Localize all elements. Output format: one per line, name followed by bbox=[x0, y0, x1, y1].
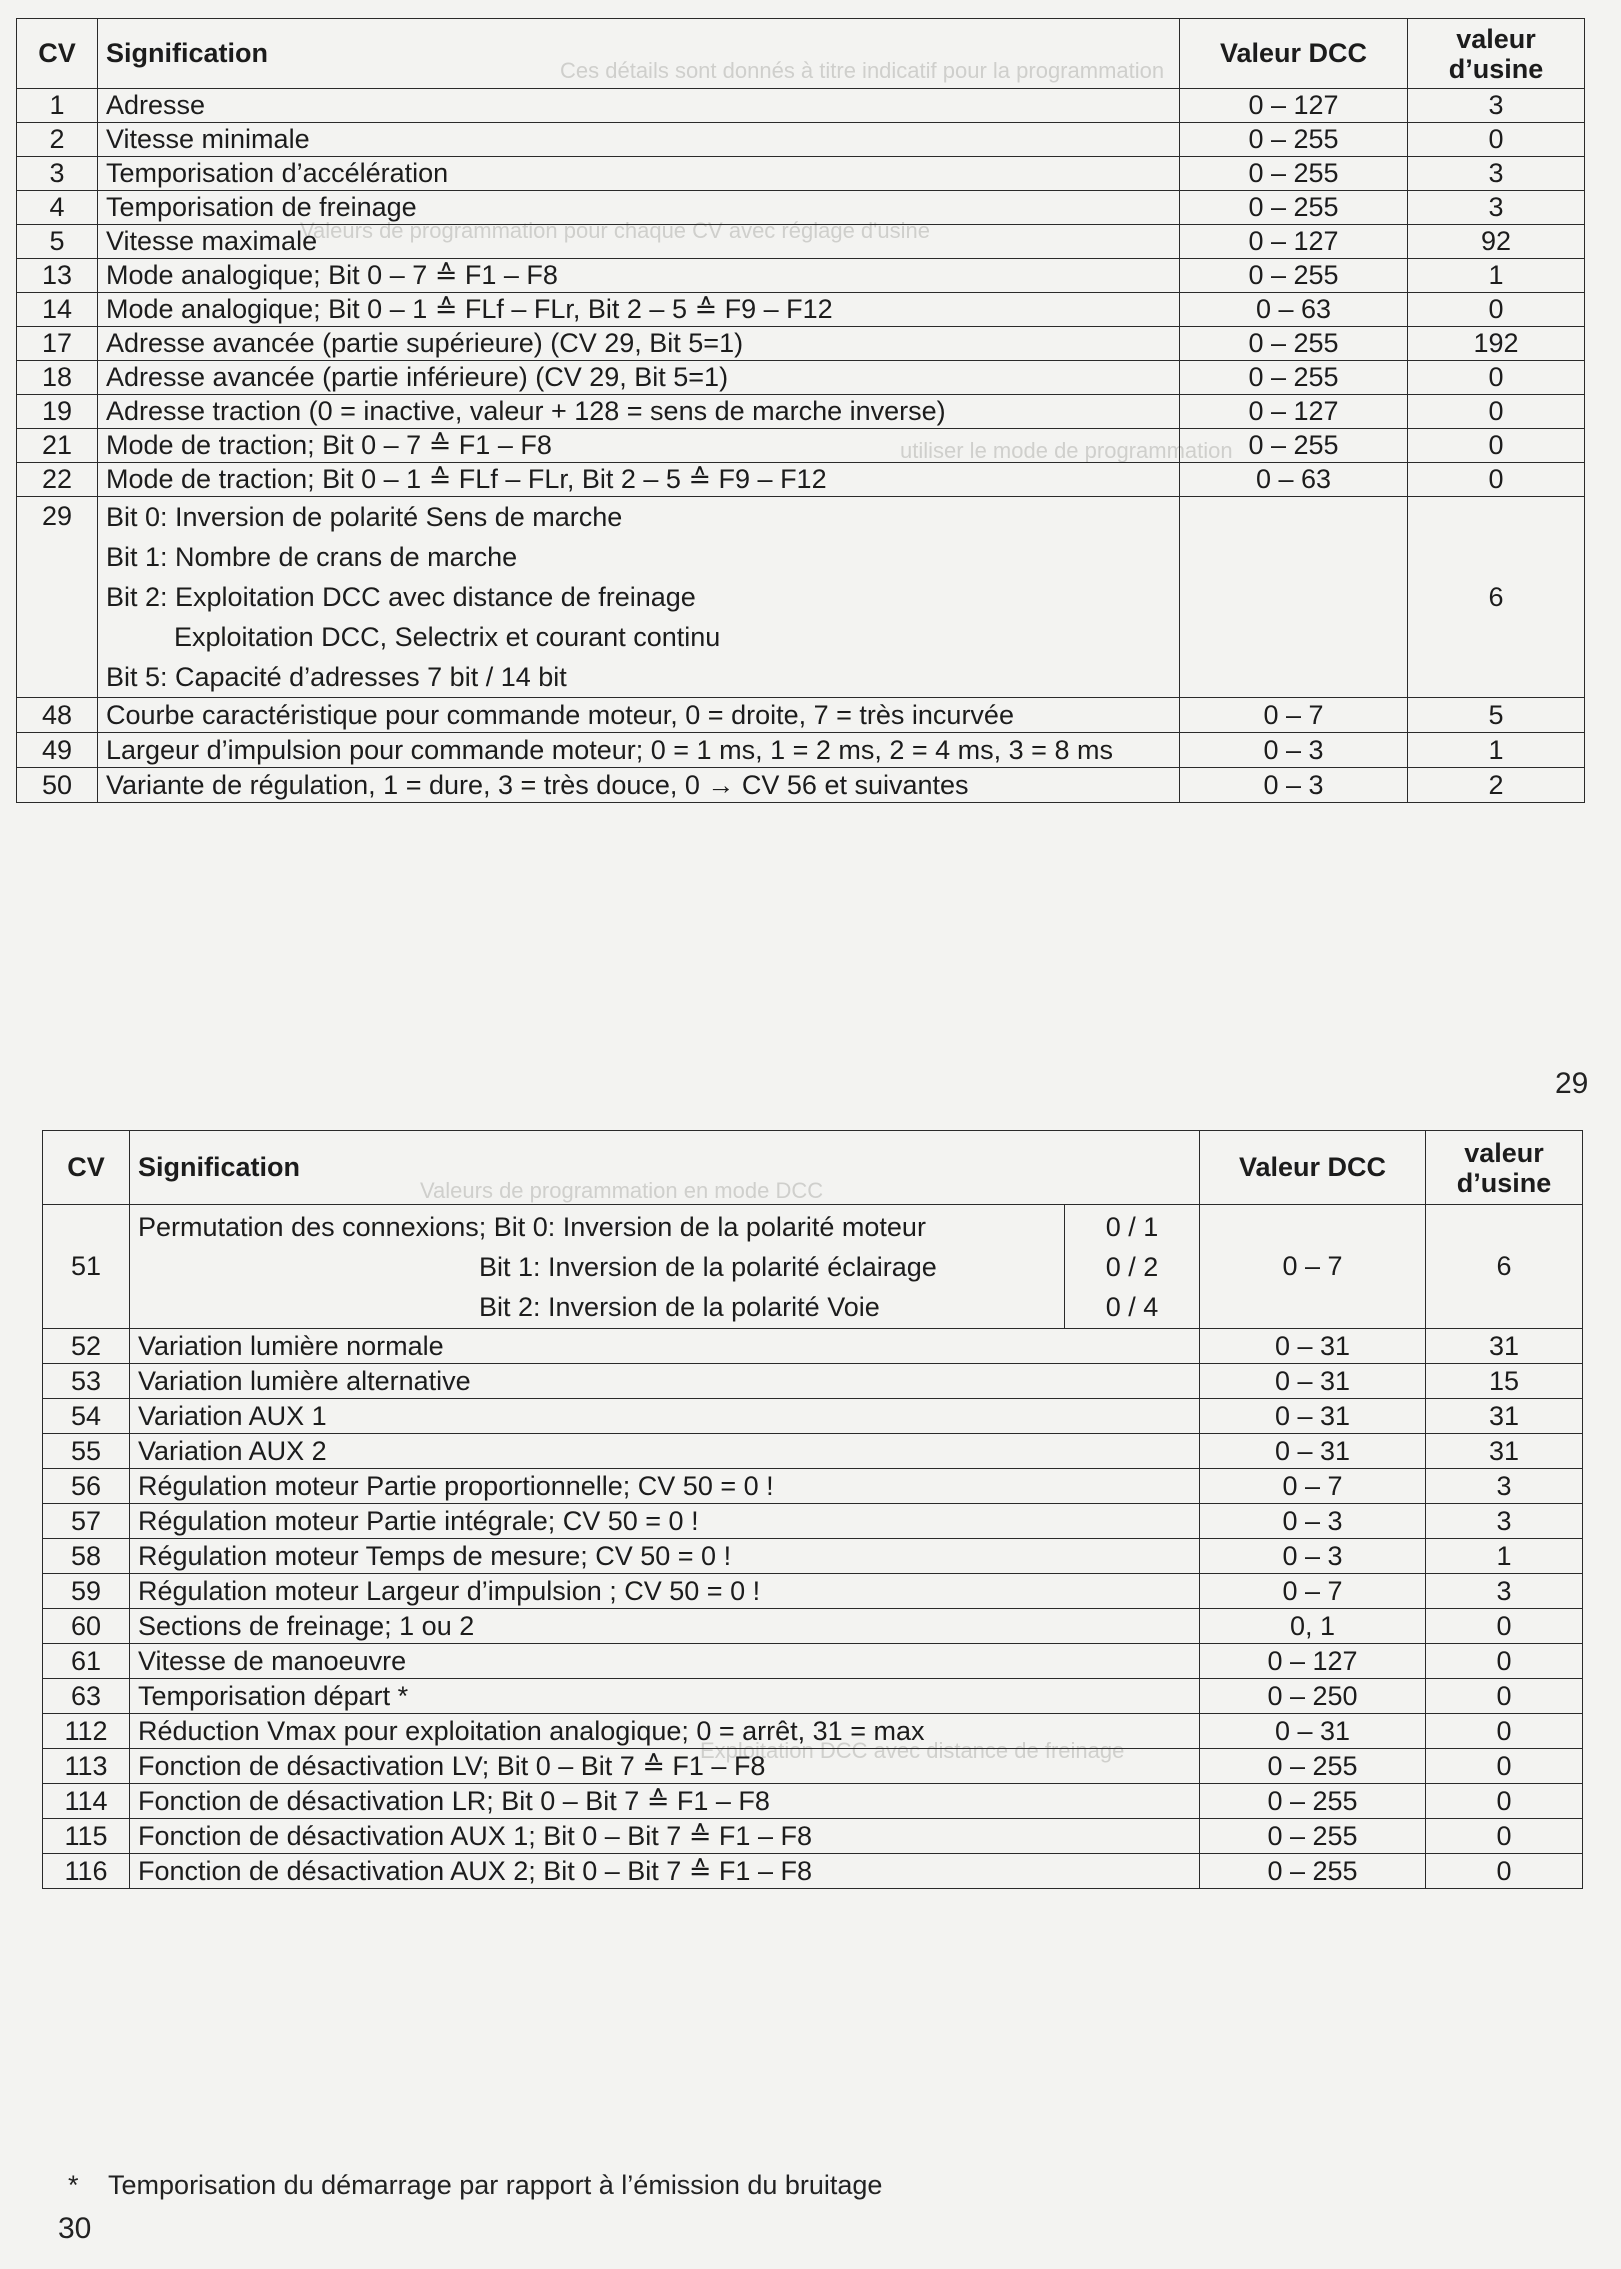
cv-number: 112 bbox=[43, 1714, 130, 1749]
cv-number: 29 bbox=[17, 497, 98, 698]
cv-description: Temporisation d’accélération bbox=[98, 157, 1180, 191]
dcc-range: 0, 1 bbox=[1200, 1609, 1426, 1644]
default-value: 6 bbox=[1426, 1205, 1583, 1329]
table-row bbox=[43, 1749, 1583, 1784]
cv-description: Adresse traction (0 = inactive, valeur + 128 = sens de marche inverse) bbox=[98, 395, 1180, 429]
dcc-range: 0 – 7 bbox=[1200, 1574, 1426, 1609]
default-value: 31 bbox=[1426, 1399, 1583, 1434]
cv-number: 22 bbox=[17, 463, 98, 497]
default-value: 3 bbox=[1408, 157, 1585, 191]
cv-number: 48 bbox=[17, 698, 98, 733]
cv-number: 5 bbox=[17, 225, 98, 259]
table-header-row bbox=[43, 1131, 1583, 1205]
header-cv: CV bbox=[43, 1131, 130, 1205]
page-number-29: 29 bbox=[1555, 1067, 1589, 1100]
footnote-text: Temporisation du démarrage par rapport à l’émission du bruitage bbox=[108, 2170, 883, 2200]
default-value: 2 bbox=[1408, 768, 1585, 803]
cv-description: Adresse avancée (partie inférieure) (CV 29, Bit 5=1) bbox=[98, 361, 1180, 395]
table-row bbox=[43, 1644, 1583, 1679]
description-line: Bit 2: Inversion de la polarité Voie bbox=[479, 1291, 880, 1322]
dcc-range: 0 – 255 bbox=[1180, 429, 1408, 463]
table-row bbox=[17, 293, 1585, 327]
default-value: 192 bbox=[1408, 327, 1585, 361]
default-value: 1 bbox=[1426, 1539, 1583, 1574]
cv-number: 14 bbox=[17, 293, 98, 327]
cv-description: Variation AUX 1 bbox=[130, 1399, 1200, 1434]
dcc-range: 0 – 7 bbox=[1200, 1205, 1426, 1329]
dcc-range: 0 – 3 bbox=[1200, 1539, 1426, 1574]
cv-description: Largeur d’impulsion pour commande moteur; 0 = 1 ms, 1 = 2 ms, 2 = 4 ms, 3 = 8 ms bbox=[98, 733, 1180, 768]
cv-description: Régulation moteur Temps de mesure; CV 50 = 0 ! bbox=[130, 1539, 1200, 1574]
cv-description: Temporisation départ * bbox=[130, 1679, 1200, 1714]
default-value: 3 bbox=[1426, 1574, 1583, 1609]
cv-description: Variation lumière normale bbox=[130, 1329, 1200, 1364]
default-value: 0 bbox=[1408, 361, 1585, 395]
cv-number: 57 bbox=[43, 1504, 130, 1539]
cv-number: 13 bbox=[17, 259, 98, 293]
cv-number: 2 bbox=[17, 123, 98, 157]
cv-number: 50 bbox=[17, 768, 98, 803]
page-number-30: 30 bbox=[58, 2212, 92, 2245]
table-row bbox=[43, 1819, 1583, 1854]
table-row bbox=[17, 123, 1585, 157]
table-header-row bbox=[17, 19, 1585, 89]
default-value: 1 bbox=[1408, 259, 1585, 293]
default-value: 92 bbox=[1408, 225, 1585, 259]
table-row bbox=[43, 1714, 1583, 1749]
header-valeur-dcc: Valeur DCC bbox=[1180, 19, 1408, 89]
cv-description: Régulation moteur Partie intégrale; CV 50 = 0 ! bbox=[130, 1504, 1200, 1539]
table-row bbox=[43, 1504, 1583, 1539]
header-cv: CV bbox=[17, 19, 98, 89]
default-value: 3 bbox=[1426, 1469, 1583, 1504]
header-valeur-usine: valeur d’usine bbox=[1426, 1131, 1583, 1205]
description-line: Exploitation DCC, Selectrix et courant continu bbox=[174, 622, 721, 652]
default-value: 0 bbox=[1426, 1644, 1583, 1679]
cv-number: 115 bbox=[43, 1819, 130, 1854]
table-row bbox=[43, 1539, 1583, 1574]
table-row bbox=[17, 497, 1585, 698]
cv-description: Mode de traction; Bit 0 – 1 ≙ FLf – FLr, Bit 2 – 5 ≙ F9 – F12 bbox=[98, 463, 1180, 497]
cv-description bbox=[130, 1205, 1065, 1329]
dcc-range: 0 – 255 bbox=[1180, 191, 1408, 225]
cv-number: 58 bbox=[43, 1539, 130, 1574]
cv-number: 114 bbox=[43, 1784, 130, 1819]
cv-description: Vitesse minimale bbox=[98, 123, 1180, 157]
dcc-range: 0 – 255 bbox=[1180, 327, 1408, 361]
dcc-range: 0 – 255 bbox=[1180, 157, 1408, 191]
table-row bbox=[43, 1854, 1583, 1889]
cv-description: Fonction de désactivation AUX 2; Bit 0 – Bit 7 ≙ F1 – F8 bbox=[130, 1854, 1200, 1889]
default-value: 3 bbox=[1408, 191, 1585, 225]
cv-number: 113 bbox=[43, 1749, 130, 1784]
dcc-range bbox=[1180, 497, 1408, 698]
default-value: 31 bbox=[1426, 1329, 1583, 1364]
dcc-range: 0 – 127 bbox=[1180, 395, 1408, 429]
dcc-range: 0 – 3 bbox=[1180, 733, 1408, 768]
cv-number: 18 bbox=[17, 361, 98, 395]
cv-description: Régulation moteur Largeur d’impulsion ; CV 50 = 0 ! bbox=[130, 1574, 1200, 1609]
description-line: Bit 1: Nombre de crans de marche bbox=[106, 542, 518, 572]
default-value: 3 bbox=[1426, 1504, 1583, 1539]
default-value: 0 bbox=[1426, 1609, 1583, 1644]
default-value: 6 bbox=[1408, 497, 1585, 698]
cv-number: 17 bbox=[17, 327, 98, 361]
cv-description bbox=[98, 497, 1180, 698]
default-value: 0 bbox=[1426, 1679, 1583, 1714]
cv-description: Variation lumière alternative bbox=[130, 1364, 1200, 1399]
table-row bbox=[17, 429, 1585, 463]
table-row bbox=[17, 395, 1585, 429]
table-row bbox=[17, 259, 1585, 293]
footnote bbox=[68, 2170, 882, 2201]
cv-number: 53 bbox=[43, 1364, 130, 1399]
cv-number: 52 bbox=[43, 1329, 130, 1364]
cv-number: 1 bbox=[17, 89, 98, 123]
header-signification: Signification bbox=[98, 19, 1180, 89]
table-row bbox=[43, 1434, 1583, 1469]
default-value: 0 bbox=[1426, 1854, 1583, 1889]
table-row bbox=[43, 1679, 1583, 1714]
dcc-range: 0 – 31 bbox=[1200, 1714, 1426, 1749]
cv-description: Vitesse de manoeuvre bbox=[130, 1644, 1200, 1679]
default-value: 31 bbox=[1426, 1434, 1583, 1469]
table-row bbox=[17, 157, 1585, 191]
cv-description: Fonction de désactivation LR; Bit 0 – Bit 7 ≙ F1 – F8 bbox=[130, 1784, 1200, 1819]
description-line: Bit 5: Capacité d’adresses 7 bit / 14 bit bbox=[106, 662, 567, 692]
bit-values bbox=[1065, 1205, 1200, 1329]
header-valeur-usine: valeur d’usine bbox=[1408, 19, 1585, 89]
table-row bbox=[43, 1469, 1583, 1504]
cv-description: Adresse avancée (partie supérieure) (CV 29, Bit 5=1) bbox=[98, 327, 1180, 361]
table-row bbox=[43, 1609, 1583, 1644]
table-row bbox=[17, 225, 1585, 259]
cv-number: 3 bbox=[17, 157, 98, 191]
dcc-range: 0 – 255 bbox=[1180, 361, 1408, 395]
default-value: 3 bbox=[1408, 89, 1585, 123]
cv-description: Réduction Vmax pour exploitation analogique; 0 = arrêt, 31 = max bbox=[130, 1714, 1200, 1749]
cv-number: 51 bbox=[43, 1205, 130, 1329]
cv-description: Mode de traction; Bit 0 – 7 ≙ F1 – F8 bbox=[98, 429, 1180, 463]
description-line: Bit 2: Exploitation DCC avec distance de freinage bbox=[106, 582, 696, 612]
dcc-range: 0 – 7 bbox=[1200, 1469, 1426, 1504]
table-row bbox=[17, 327, 1585, 361]
cv-number: 60 bbox=[43, 1609, 130, 1644]
cv-number: 61 bbox=[43, 1644, 130, 1679]
dcc-range: 0 – 3 bbox=[1180, 768, 1408, 803]
table-row bbox=[43, 1329, 1583, 1364]
table-row bbox=[43, 1784, 1583, 1819]
default-value: 0 bbox=[1426, 1714, 1583, 1749]
table-row bbox=[43, 1364, 1583, 1399]
cv-description: Vitesse maximale bbox=[98, 225, 1180, 259]
cv-table-page-29 bbox=[16, 18, 1585, 803]
cv-description: Variation AUX 2 bbox=[130, 1434, 1200, 1469]
header-valeur-dcc: Valeur DCC bbox=[1200, 1131, 1426, 1205]
cv-description: Mode analogique; Bit 0 – 1 ≙ FLf – FLr, Bit 2 – 5 ≙ F9 – F12 bbox=[98, 293, 1180, 327]
table-row bbox=[43, 1574, 1583, 1609]
description-line: Bit 0: Inversion de polarité Sens de marche bbox=[106, 502, 623, 532]
cv-description: Variante de régulation, 1 = dure, 3 = très douce, 0 → CV 56 et suivantes bbox=[98, 768, 1180, 803]
dcc-range: 0 – 250 bbox=[1200, 1679, 1426, 1714]
cv-description: Régulation moteur Partie proportionnelle; CV 50 = 0 ! bbox=[130, 1469, 1200, 1504]
default-value: 0 bbox=[1408, 395, 1585, 429]
cv-number: 55 bbox=[43, 1434, 130, 1469]
footnote-mark: * bbox=[68, 2170, 79, 2200]
header-signification: Signification bbox=[130, 1131, 1200, 1205]
dcc-range: 0 – 31 bbox=[1200, 1329, 1426, 1364]
table-row bbox=[17, 768, 1585, 803]
cv-number: 49 bbox=[17, 733, 98, 768]
cv-number: 56 bbox=[43, 1469, 130, 1504]
cv-number: 63 bbox=[43, 1679, 130, 1714]
cv-description: Temporisation de freinage bbox=[98, 191, 1180, 225]
dcc-range: 0 – 255 bbox=[1200, 1854, 1426, 1889]
default-value: 15 bbox=[1426, 1364, 1583, 1399]
cv-description: Fonction de désactivation LV; Bit 0 – Bit 7 ≙ F1 – F8 bbox=[130, 1749, 1200, 1784]
table-row bbox=[17, 733, 1585, 768]
default-value: 0 bbox=[1426, 1749, 1583, 1784]
cv-description: Sections de freinage; 1 ou 2 bbox=[130, 1609, 1200, 1644]
default-value: 0 bbox=[1408, 123, 1585, 157]
cv-number: 21 bbox=[17, 429, 98, 463]
dcc-range: 0 – 255 bbox=[1200, 1749, 1426, 1784]
dcc-range: 0 – 255 bbox=[1200, 1819, 1426, 1854]
cv-description: Fonction de désactivation AUX 1; Bit 0 – Bit 7 ≙ F1 – F8 bbox=[130, 1819, 1200, 1854]
dcc-range: 0 – 63 bbox=[1180, 293, 1408, 327]
dcc-range: 0 – 63 bbox=[1180, 463, 1408, 497]
default-value: 5 bbox=[1408, 698, 1585, 733]
cv-number: 54 bbox=[43, 1399, 130, 1434]
cv-table-page-30 bbox=[42, 1130, 1583, 1889]
dcc-range: 0 – 127 bbox=[1200, 1644, 1426, 1679]
default-value: 1 bbox=[1408, 733, 1585, 768]
dcc-range: 0 – 127 bbox=[1180, 89, 1408, 123]
description-line: Permutation des connexions; Bit 0: Inversion de la polarité moteur bbox=[138, 1211, 926, 1242]
default-value: 0 bbox=[1426, 1784, 1583, 1819]
default-value: 0 bbox=[1408, 463, 1585, 497]
cv-number: 59 bbox=[43, 1574, 130, 1609]
table-row bbox=[17, 191, 1585, 225]
description-line: Bit 1: Inversion de la polarité éclairage bbox=[479, 1251, 937, 1282]
dcc-range: 0 – 31 bbox=[1200, 1434, 1426, 1469]
table-row bbox=[43, 1399, 1583, 1434]
dcc-range: 0 – 255 bbox=[1200, 1784, 1426, 1819]
table-row bbox=[17, 698, 1585, 733]
dcc-range: 0 – 31 bbox=[1200, 1364, 1426, 1399]
cv-number: 4 bbox=[17, 191, 98, 225]
default-value: 0 bbox=[1426, 1819, 1583, 1854]
dcc-range: 0 – 31 bbox=[1200, 1399, 1426, 1434]
table-row bbox=[17, 463, 1585, 497]
bit-value: 0 / 2 bbox=[1105, 1251, 1159, 1282]
bit-value: 0 / 4 bbox=[1105, 1291, 1159, 1322]
dcc-range: 0 – 127 bbox=[1180, 225, 1408, 259]
bit-value: 0 / 1 bbox=[1105, 1211, 1159, 1242]
cv-description: Courbe caractéristique pour commande moteur, 0 = droite, 7 = très incurvée bbox=[98, 698, 1180, 733]
dcc-range: 0 – 255 bbox=[1180, 123, 1408, 157]
cv-description: Adresse bbox=[98, 89, 1180, 123]
table-row bbox=[17, 89, 1585, 123]
table-row bbox=[43, 1205, 1583, 1329]
cv-description: Mode analogique; Bit 0 – 7 ≙ F1 – F8 bbox=[98, 259, 1180, 293]
cv-number: 19 bbox=[17, 395, 98, 429]
default-value: 0 bbox=[1408, 429, 1585, 463]
dcc-range: 0 – 7 bbox=[1180, 698, 1408, 733]
dcc-range: 0 – 3 bbox=[1200, 1504, 1426, 1539]
table-row bbox=[17, 361, 1585, 395]
dcc-range: 0 – 255 bbox=[1180, 259, 1408, 293]
default-value: 0 bbox=[1408, 293, 1585, 327]
cv-number: 116 bbox=[43, 1854, 130, 1889]
